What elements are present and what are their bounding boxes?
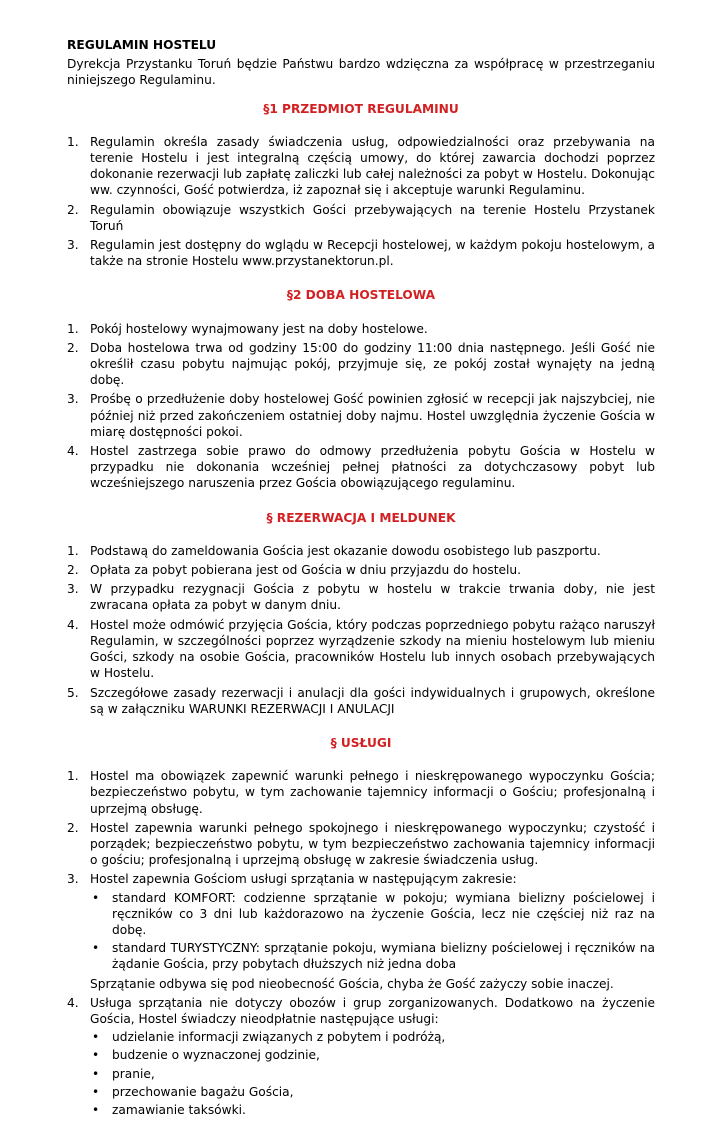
intro-paragraph: Dyrekcja Przystanku Toruń będzie Państwu bardzo wdzięczna za współpracę w przestrzeganiu niniejszego Regulaminu. xyxy=(67,57,655,88)
free-services-list xyxy=(90,1029,655,1118)
bullet-item: • standard TURYSTYCZNY: sprzątanie pokoju, wymiana bielizny pościelowej i ręczników na żądanie Gościa, przy pobytach dłuższych niż jedna doba xyxy=(90,940,655,972)
list-item: 2. Doba hostelowa trwa od godziny 15:00 do godziny 11:00 dnia następnego. Jeśli Gość nie określił czasu pobytu najmując pokój, przyjmuje się, ze pokój został wynajęty na jedną dobę. xyxy=(67,340,655,388)
list-item: 1. Regulamin określa zasady świadczenia usług, odpowiedzialności oraz przebywania na terenie Hostelu i jest integralną częścią umowy, do której zawarcia dochodzi poprzez dokonanie rezerwacji lub zapłatę zaliczki lub całej należności za pobyt w Hostelu. Dokonując ww. czynności, Gość potwierdza, iż zapoznał się i akceptuje warunki Regulaminu. xyxy=(67,134,655,198)
section-heading-uslugi: § USŁUGI xyxy=(330,735,392,750)
document-title: REGULAMIN HOSTELU xyxy=(67,38,217,52)
list-item: 3. Prośbę o przedłużenie doby hostelowej Gość powinien zgłosić w recepcji jak najszybciej, nie później niż przed zakończeniem ostatniej doby najmu. Hostel uwzględnia życzenie Gościa w miarę dostępności pokoi. xyxy=(67,392,655,439)
list-item: 3. Hostel zapewnia Gościom usługi sprzątania w następującym zakresie: • standard KOMFORT: codzienne sprzątanie w pokoju; wymiana bielizny pościelowej i ręczników co 3 dni lub każdorazowo na życzenie Gościa, lecz nie częściej niż raz na dobę. • standard TURYSTYCZNY: sprzątanie pokoju, wymiana bielizny pościelowej i ręczników na żądanie Gościa, przy pobytach dłuższych niż jedna doba Sprzątanie odbywa się pod nieobecność Gościa, chyba że Gość zażyczy sobie inaczej. xyxy=(67,871,655,991)
document-page xyxy=(67,37,655,1121)
list-item: 1. Pokój hostelowy wynajmowany jest na doby hostelowe. xyxy=(67,321,428,336)
bullet-item: • udzielanie informacji związanych z pobytem i podróżą, xyxy=(90,1029,655,1045)
section-heading-doba: §2 DOBA HOSTELOWA xyxy=(286,288,436,303)
section-3-list xyxy=(67,543,655,717)
bullet-item: • przechowanie bagażu Gościa, xyxy=(90,1084,655,1100)
list-item: 2. Opłata za pobyt pobierana jest od Gościa w dniu przyjazdu do hostelu. xyxy=(67,563,521,578)
list-item: 1. Podstawą do zameldowania Gościa jest okazanie dowodu osobistego lub paszportu. xyxy=(67,543,601,558)
section-4-list xyxy=(67,768,655,1118)
bullet-item: • zamawianie taksówki. xyxy=(90,1102,655,1118)
section-1-list xyxy=(67,134,655,270)
list-item: 4. Usługa sprzątania nie dotyczy obozów i grup zorganizowanych. Dodatkowo na życzenie Gościa, Hostel świadczy nieodpłatnie następujące usługi: • udzielanie informacji związanych z pobytem i podróżą, • budzenie o wyznaczonej godzinie, • pranie, • przechowanie bagażu Gościa, • zamawianie taksówki. xyxy=(67,995,655,1118)
cleaning-note: Sprzątanie odbywa się pod nieobecność Gościa, chyba że Gość zażyczy sobie inaczej. xyxy=(90,976,614,991)
bullet-item: • pranie, xyxy=(90,1066,655,1082)
list-item: 3. W przypadku rezygnacji Gościa z pobytu w hostelu w trakcie trwania doby, nie jest zwracana opłata za pobyt w danym dniu. xyxy=(67,582,655,613)
list-item: 3. Regulamin jest dostępny do wglądu w Recepcji hostelowej, w każdym pokoju hostelowym, a także na stronie Hostelu www.przystanektorun.pl. xyxy=(67,238,655,269)
cleaning-standards-list xyxy=(90,890,655,973)
list-item: 2. Regulamin obowiązuje wszystkich Gości przebywających na terenie Hostelu Przystanek Toruń xyxy=(67,202,655,233)
bullet-item: • budzenie o wyznaczonej godzinie, xyxy=(90,1047,655,1063)
list-item: 2. Hostel zapewnia warunki pełnego spokojnego i nieskrępowanego wypoczynku; czystość i porządek; bezpieczeństwo pobytu, w tym bezpieczeństwo zachowania tajemnicy informacji o gościu; profesjonalną i uprzejmą obsługę w zakresie świadczenia usług. xyxy=(67,820,655,868)
list-item: 5. Szczegółowe zasady rezerwacji i anulacji dla gości indywidualnych i grupowych, określone są w załączniku WARUNKI REZERWACJI I ANULACJI xyxy=(67,685,655,716)
section-2-list xyxy=(67,321,655,492)
section-heading-przedmiot: §1 PRZEDMIOT REGULAMINU xyxy=(263,101,459,116)
section-heading-rezerwacja: § REZERWACJA I MELDUNEK xyxy=(266,510,456,525)
list-item: 1. Hostel ma obowiązek zapewnić warunki pełnego i nieskrępowanego wypoczynku Gościa; bezpieczeństwo pobytu, w tym zachowanie tajemnicy informacji o Gościu; profesjonalną i uprzejmą obsługę. xyxy=(67,769,655,816)
list-item: 4. Hostel może odmówić przyjęcia Gościa, który podczas poprzedniego pobytu rażąco naruszył Regulamin, w szczególności poprzez wyrządzenie szkody na mieniu hostelowym lub mieniu Gości, szkody na osobie Gościa, pracowników Hostelu lub innych osobach przebywających w Hostelu. xyxy=(67,617,655,681)
bullet-item: • standard KOMFORT: codzienne sprzątanie w pokoju; wymiana bielizny pościelowej i ręczników co 3 dni lub każdorazowo na życzenie Gościa, lecz nie częściej niż raz na dobę. xyxy=(90,890,655,939)
list-item: 4. Hostel zastrzega sobie prawo do odmowy przedłużenia pobytu Gościa w Hostelu w przypadku nie dokonania wcześniej pełnej płatności za dotychczasowy pobyt lub wcześniejszego naruszenia przez Gościa obowiązującego regulaminu. xyxy=(67,444,655,491)
